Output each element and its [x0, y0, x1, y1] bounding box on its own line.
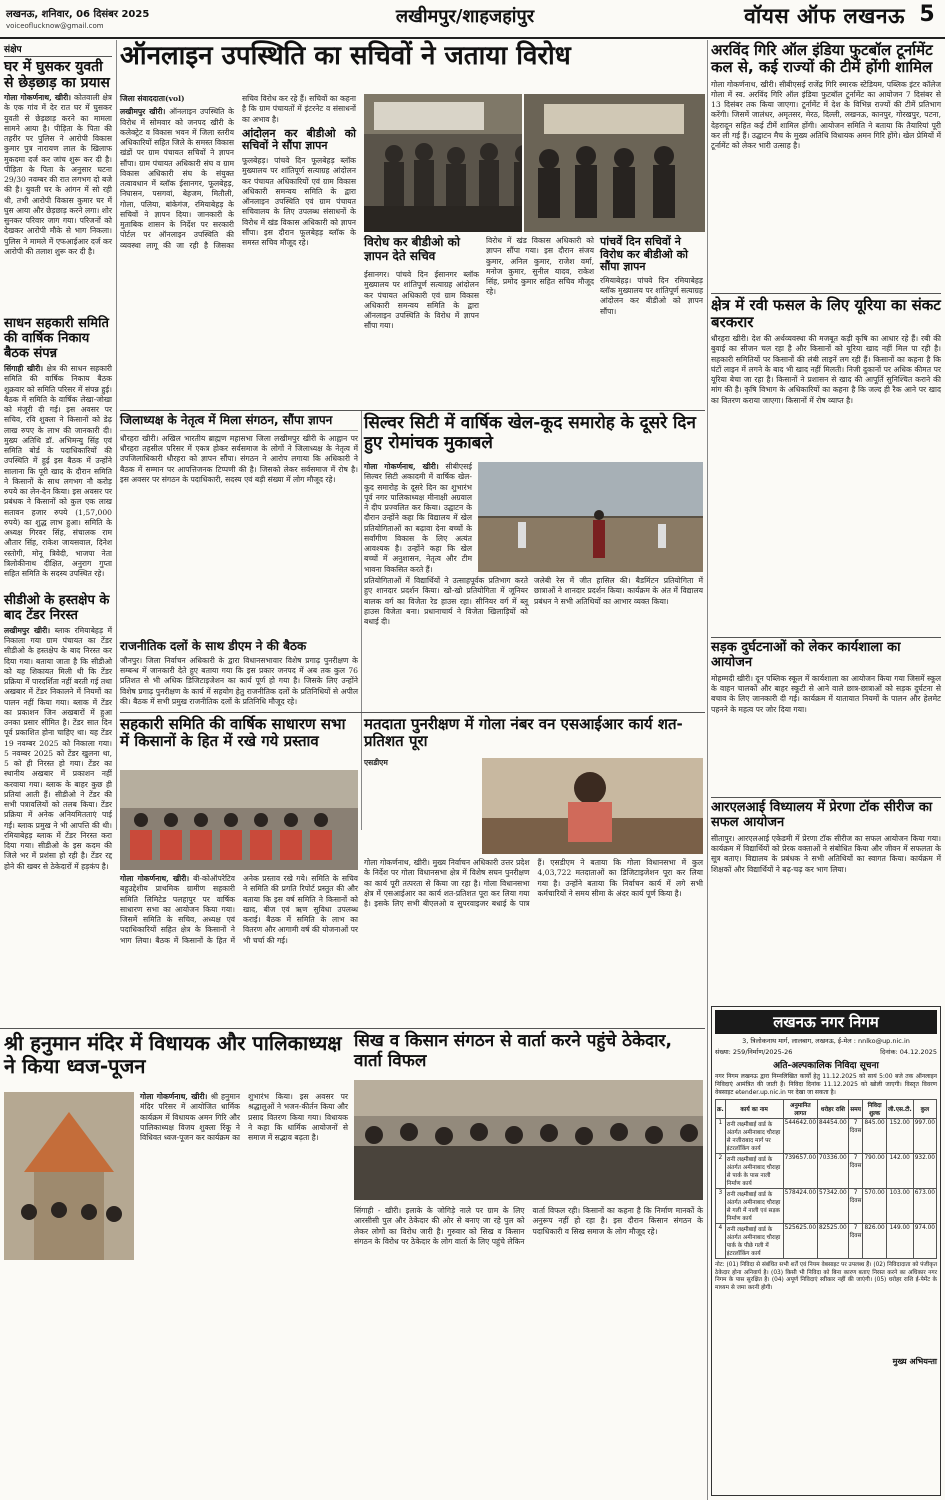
tender-cell: 932.00	[913, 1154, 936, 1189]
tender-notice	[711, 1006, 941, 1496]
cooperative-photo-block	[120, 770, 358, 1020]
tender-cell: 149.00	[886, 1224, 913, 1259]
subhead: पांचवें दिन सचिवों ने विरोध कर बीडीओ को सौंपा ज्ञापन	[600, 235, 688, 274]
notice-ref: संख्या: 259/निर्माण/2025-26	[715, 1048, 793, 1056]
tender-col-header: धरोहर राशि	[818, 1100, 849, 1119]
story-text: फूलबेहड़। पांचवे दिन फूलबेहड़ ब्लॉक मुख्यालय पर शांतिपूर्ण सत्याग्रह आंदोलन कर पंचायत अधिकारियों एवं ग्राम विकास अधिकारी समन्वय समिति के द्वारा ऑनलाइन उपस्थिति एवं ग्राम पंचायत सचिवालय के लिए उपलब्ध संसाधनों के विरोध में खंड विकास अधिकारी को ज्ञापन सौंपा। इस दौरान फूलबेहड़ ब्लॉक के समस्त सचिव मौजूद रहे।	[242, 156, 356, 248]
tender-cell: 1	[716, 1119, 726, 1154]
tender-cell: 142.00	[886, 1154, 913, 1189]
tender-cell: 2	[716, 1154, 726, 1189]
story-headline: आरएलआई विध्यालय में प्रेरणा टॉक सीरीज का सफल आयोजन	[711, 799, 933, 830]
tender-cell: 57342.00	[818, 1189, 849, 1224]
story-text: सिंगाही - खीरी। इलाके के जोगिडे़ नाले पर ग्राम के लिए आरसीसी पुल और ठेकेदार की ओर से बनाए जा रहे पुल को लेकर लोगों का विरोध जारी है। गुरुवार को सिख व किसान संगठन के विरोध पर ठेकेदार के लोग वार्ता के लिए पहुंचे लेकिन वार्ता विफल रही। किसानों का कहना है कि निर्माण मानकों के अनुरूप नहीं हो रहा है। इस दौरान किसान संगठन के पदाधिकारी व सिख समाज के लोग मौजूद रहे।	[354, 1206, 703, 1246]
story-text: धौरहरा खीरी। देश की अर्थव्यवस्था की मजबूत कड़ी कृषि का आधार रहे हैं। रबी की बुवाई का सीजन चल रहा है और किसानों को यूरिया खाद नहीं मिल पा रही है। सहकारी समितियों पर किसानों की लंबी लाइनें लग रही हैं। किसानों का कहना है कि घंटों लाइन में लगने के बाद भी खाद नहीं मिलती। निजी दुकानों पर अधिक कीमत पर यूरिया बेचा जा रहा है। किसानों ने प्रशासन से खाद की आपूर्ति सुनिश्चित कराने की मांग की है। कृषि विभाग के अधिकारियों का कहना है कि जल्द ही रैक आने पर खाद का वितरण कराया जाएगा। किसानों में रोष व्याप्त है।	[711, 334, 941, 405]
tender-cell: रानी लक्ष्मीबाई वार्ड के अंतर्गत अमीनाबाद चौराहा से गली में नाली एवं सड़क निर्माण कार्य	[725, 1189, 783, 1224]
right-body	[534, 576, 703, 706]
tender-cell: 570.00	[863, 1189, 886, 1224]
story-headline: सिल्वर सिटी में वार्षिक खेल-कूद समारोह के दूसरे दिन हुए रोमांचक मुकाबले	[364, 413, 696, 453]
sports-story	[364, 414, 703, 710]
voter-photo	[482, 758, 703, 854]
story-text: ईसानगर। पांचवे दिन ईसानगर ब्लॉक मुख्यालय पर शांतिपूर्ण सत्याग्रह आंदोलन कर पंचायत अधिकारी एवं ग्राम विकास अधिकारी समन्वय समिति के द्वारा ऑनलाइन उपस्थिति के विरोध में ज्ञापन सौंपा गया।	[364, 270, 479, 331]
tender-cell: 739657.00	[783, 1154, 817, 1189]
story-headline: घर में घुसकर युवती से छेड़छाड़ का प्रयास	[4, 59, 110, 92]
lead-headline: ऑनलाइन उपस्थिति का सचिवों ने जताया विरोध	[120, 41, 571, 71]
story-text: जलेबी रेस में जीत हासिल की। बैडमिंटन प्रतियोगिता में छात्राओं ने शानदार प्रदर्शन किया। कार्यक्रम के अंत में विद्यालय प्रबंधन ने सभी अतिथियों का आभार व्यक्त किया।	[534, 576, 703, 606]
tender-cell: 544642.00	[783, 1119, 817, 1154]
dateline: लखीमपुर खीरी।	[4, 625, 51, 635]
tender-cell: 84454.00	[818, 1119, 849, 1154]
section-rule	[0, 1028, 705, 1029]
tender-cell: रानी लक्ष्मीबाई वार्ड के अंतर्गत अमीनाबाद चौराहा पार्क के पीछे गली में इंटरलॉकिंग कार्य	[725, 1224, 783, 1259]
tender-col-header: अनुमानित लागत	[783, 1100, 817, 1119]
tender-row	[716, 1224, 937, 1259]
photo-caption-headline: विरोध कर बीडीओ को ज्ञापन देते सचिव	[364, 235, 460, 263]
story-headline: सिख व किसान संगठन से वार्ता करने पहुंचे ठेकेदार, वार्ता विफल	[354, 1031, 672, 1071]
story-body	[364, 462, 472, 572]
dateline: सिंगाही खीरी।	[4, 364, 44, 373]
mid-body	[364, 576, 528, 706]
subhead: आंदोलन कर बीडीओ को सचिवों ने सौंपा ज्ञापन	[242, 126, 356, 153]
date-line: लखनऊ, शनिवार, 06 दिसंबर 2025	[6, 9, 150, 20]
section-rule	[120, 410, 705, 411]
story-headline: अरविंद गिरि ऑल इंडिया फुटबॉल टूर्नामेंट कल से, कई राज्यों की टीमें होंगी शामिल	[711, 41, 933, 77]
protest-photo-2	[522, 94, 703, 232]
tender-row	[716, 1189, 937, 1224]
tender-cell: 103.00	[886, 1189, 913, 1224]
notice-header	[715, 1010, 937, 1034]
lead-story	[120, 42, 703, 410]
story-text: जौनपुर। जिला निर्वाचन अधिकारी के द्वारा विधानसभावार विशेष प्रगाढ़ पुनरीक्षण के सम्बन्ध में जानकारी देते हुए बताया गया कि इस प्रकार जनपद में अब तक कुल 76 प्रतिशत से भी अधिक डिजिटाइजेशन का कार्य पूर्ण हो गया है। जिसके लिए उन्होंने विशेष प्रगाढ़ पुनरीक्षण के कार्य में सहयोग हेतु राजनीतिक दलों के प्रतिनिधियों से अपील की। बैठक में सभी प्रमुख राजनीतिक दलों के प्रतिनिधि मौजूद रहे।	[120, 655, 358, 706]
tender-cell: 7 दिवस	[848, 1119, 863, 1154]
voter-photo-caption: एसडीएम	[364, 758, 388, 767]
story-body	[140, 1092, 348, 1492]
story-text: धौरहरा खीरी। अखिल भारतीय ब्राह्मण महासभा जिला लखीमपुर खीरी के आह्वान पर धौरहरा तहसील परिसर में एकत्र होकर सर्वसमाज के लोगों ने जिलाध्यक्ष के नेतृत्व में उपजिलाधिकारी धौरहरा को ज्ञापन सौंपा। संगठन ने आरोप लगाया कि अधिकारी ने बैठक में सम्मान पर आपत्तिजनक टिप्पणी की है। जिसको लेकर सर्वसमाज में रोष है। इस अवसर पर संगठन के पदाधिकारी, सदस्य एवं बड़ी संख्या में लोग मौजूद रहे।	[120, 433, 358, 484]
tender-table-header	[716, 1100, 937, 1119]
story-body	[120, 656, 358, 706]
caption-body	[364, 270, 479, 406]
tender-cell: 7 दिवस	[848, 1154, 863, 1189]
dateline: गोला गोकर्णनाथ, खीरी।	[120, 874, 190, 883]
dateline: लखीमपुर खीरी।	[120, 107, 166, 117]
edition-name: लखीमपुर/शाहजहांपुर	[395, 6, 535, 27]
right-body	[486, 236, 594, 406]
story-text: प्रतियोगिताओं में विद्यार्थियों ने उत्साहपूर्वक प्रतिभाग करते हुए शानदार प्रदर्शन किया। खो-खो प्रतियोगिता में जूनियर बालक वर्ग का विजेता रेड हाउस रहा। सीनियर वर्ग में ब्लू हाउस विजेता बना। प्रधानाचार्य ने विजेता खिलाड़ियों को बधाई दी।	[364, 576, 528, 626]
tender-cell: 673.00	[913, 1189, 936, 1224]
political-story	[120, 640, 358, 710]
temple-story	[4, 1032, 348, 1496]
story-text: विरोध में खंड विकास अधिकारी को ज्ञापन सौंपा गया। इस दौरान संजय कुमार, अनिल कुमार, राजेश वर्मा, मनोज कुमार, सुनील यादव, राकेश सिंह, प्रमोद कुमार सहित सचिव मौजूद रहे।	[486, 236, 594, 297]
tender-cell: रानी लक्ष्मीबाई वार्ड के अंतर्गत अमीनाबाद चौराहा से पार्क के पास नाली निर्माण कार्य	[725, 1154, 783, 1189]
story-text: कोतवाली क्षेत्र के एक गांव में देर रात घर में घुसकर युवती से छेड़छाड़ करने का मामला सामने आया है। पीड़िता के पिता की तहरीर पर पुलिस ने आरोपी विकास कुमार पुत्र नारायण लाल के खिलाफ मुकदमा दर्ज कर जांच शुरू कर दी है। पीड़िता के पिता के अनुसार घटना 29/30 नवम्बर की रात लगभग दो बजे की है। युवती घर के आंगन में सो रही थी, तभी आरोपी विकास कुमार घर में घुस आया और छेड़छाड़ करने लगा। शोर सुनकर परिवार जाग गया। परिजनों को देखकर आरोपी मौके से भाग निकला। पुलिस ने मामले में एफआईआर दर्ज कर आरोपी की तलाश शुरू कर दी है।	[4, 93, 113, 256]
tender-cell: 790.00	[863, 1154, 886, 1189]
notice-subtitle: अति-अल्पकालिक निविदा सूचना	[773, 1061, 879, 1071]
tender-cell: 70336.00	[818, 1154, 849, 1189]
sikh-story	[354, 1032, 703, 1496]
story-body	[4, 364, 112, 590]
story-text: बी-कोऑपरेटिव बहुउद्देशीय प्राथमिक ग्रामीण सहकारी समिति लिमिटेड पलहापुर पर वार्षिक साधारण सभा का आयोजन किया गया। जिसमें समिति के सचिव, अध्यक्ष एवं पदाधिकारियों सहित क्षेत्र के किसानों ने भाग लिया। बैठक में किसानों के हित में अनेक प्रस्ताव रखे गये। समिति के सचिव ने समिति की प्रगति रिपोर्ट प्रस्तुत की और बताया कि इस वर्ष समिति ने किसानों को खाद, बीज एवं ऋण सुविधा उपलब्ध कराई। बैठक में समिति के लाभ का वितरण और आगामी वर्ष की योजनाओं पर भी चर्चा की गई।	[120, 874, 358, 945]
column-rule	[361, 410, 362, 830]
page-number: 5	[919, 2, 935, 27]
tender-table	[715, 1099, 937, 1259]
story-headline: क्षेत्र में रवी फसल के लिए यूरिया का संकट बरकरार	[711, 295, 941, 331]
notice-address: 3, त्रिलोकनाथ मार्ग, लालबाग, लखनऊ, ई-मेल : nnlko@up.nic.in	[742, 1037, 910, 1045]
story-text: रमियाबेहड़। पांचवे दिन रमियाबेहड़ ब्लॉक मुख्यालय पर शांतिपूर्ण सत्याग्रह आंदोलन कर बीडीओ को ज्ञापन सौंपा।	[600, 275, 703, 316]
story-headline: सीडीओ के हस्तक्षेप के बाद टेंडर निरस्त	[4, 593, 110, 623]
dateline: गोला गोकर्णनाथ, खीरी।	[364, 462, 439, 471]
tender-cell: 525625.00	[783, 1224, 817, 1259]
story-text: मोहम्मदी खीरी। दून पब्लिक स्कूल में कार्यशाला का आयोजन किया गया जिसमें स्कूल के वाहन चालकों और बाहर स्कूटी से आने वाले छात्र-छात्राओं को सड़क दुर्घटना से बचाव के लिए जानकारी दी गई। कार्यक्रम में यातायात नियमों के पालन और हेलमेट पहनने के महत्व पर जोर दिया गया।	[711, 673, 941, 714]
story-headline: सहकारी समिति की वार्षिक साधारण सभा में किसानों के हित में रखे गये प्रस्ताव	[120, 715, 346, 751]
meeting-story	[120, 414, 358, 640]
sports-photo-image	[478, 462, 703, 572]
story-text: सीबीएसई सिल्वर सिटी अकादमी में वार्षिक खेल-कूद समारोह के दूसरे दिन का शुभारंभ पूर्व नगर पालिकाध्यक्ष मीनाक्षी अग्रवाल ने दीप प्रज्वलित कर किया। उद्घाटन के दौरान उन्होंने कहा कि विद्यालय में खेल प्रतियोगिताओं का बढ़ावा देना बच्चों के सर्वांगीण विकास के लिए अत्यंत आवश्यक है। उन्होंने कहा कि खेल बच्चों में अनुशासन, नेतृत्व और टीम भावना विकसित करते हैं।	[364, 462, 472, 574]
story-body	[354, 1206, 703, 1492]
story-headline: जिलाध्यक्ष के नेतृत्व में मिला संगठन, सौंपा ज्ञापन	[120, 414, 358, 431]
masthead-rule	[0, 37, 945, 39]
story-body	[120, 874, 358, 1016]
protest-photo-2-image	[524, 94, 705, 232]
story-headline: मतदाता पुनरीक्षण में गोला नंबर वन एसआईआर कार्य शत-प्रतिशत पूरा	[364, 715, 683, 751]
tender-col-header: जी.एस.टी.	[886, 1100, 913, 1119]
tender-col-header: समय	[848, 1100, 863, 1119]
tender-row	[716, 1154, 937, 1189]
cooperative-photo	[120, 770, 358, 870]
tender-cell: 7 दिवस	[848, 1189, 863, 1224]
tender-cell: 4	[716, 1224, 726, 1259]
story-body	[711, 674, 941, 794]
dateline: गोला गोकर्णनाथ, खीरी।	[4, 93, 72, 103]
cooperative-photo-image	[120, 770, 358, 870]
column-rule	[116, 40, 117, 830]
tender-cell: 152.00	[886, 1119, 913, 1154]
tender-cell: 826.00	[863, 1224, 886, 1259]
voter-photo-image	[482, 758, 703, 854]
story-headline: श्री हनुमान मंदिर में विधायक और पालिकाध्यक्ष ने किया ध्वज-पूजन	[4, 1031, 342, 1078]
notice-signature: मुख्य अभियन्ता	[892, 1357, 937, 1367]
story-text: क्षेत्र की साधन सहकारी समिति की वार्षिक निकाय बैठक शुक्रवार को समिति परिसर में संपन्न हुई। बैठक में समिति के वार्षिक लेखा-जोखा को मंजूरी दी गई। इस अवसर पर सचिव, रवि शुक्ला ने किसानों को डेढ़ लाख रुपए के लाभ की जानकारी दी। मुख्य अतिथि डॉ. अभिमन्यु सिंह एवं समिति बोर्ड के पदाधिकारियों की उपस्थिति में हुई इस बैठक में उन्होंने सालाना कि पूरी खाद के दौरान समिति ने किसानों के साथ लगभग नौ करोड़ रुपये का लेन-देन किया। इस अवसर पर प्रबंधक ने किसानों को कुल एक लाख सतावन हजार रुपये (1,57,000 रुपये) का शुद्ध लाभ हुआ। समिति के अध्यक्ष गिरवर सिंह, संचालक राम औतार सिंह, राकेश जायसवाल, दिनेश रस्तोगी, मोनू त्रिवेदी, भाजपा नेता त्रिलोकीनाथ दीक्षित, अनुराग गुप्ता सहित समिति के सदस्य उपस्थित रहे।	[4, 364, 113, 578]
masthead	[0, 0, 945, 38]
story-body	[711, 834, 941, 964]
story-text: ब्लाक रमियाबेहड़ में निकाला गया ग्राम पंचायत का टेंडर सीडीओ के हस्तक्षेप के बाद निरस्त कर दिया गया। बताया जाता है कि सीडीओ को यह शिकायत मिली थी कि टेंडर प्रक्रिया में पारदर्शिता नहीं बरती गई तथा अखबार में टेंडर निकालने में नियमों का पालन नहीं किया गया। ब्लाक में टेंडर का प्रकाशन जिन अखबारों में हुआ उनका प्रसार सीमित है। टेंडर सात दिन पूर्व प्रकाशित होना चाहिए था। यह टेंडर 19 नवम्बर 2025 को निकाला गया। 5 नवम्बर 2025 को टेंडर खुलना था, 5 को ही निरस्त हो गया। टेंडर का स्थानीय अखबार में प्रकाशन नहीं करवाया गया। ब्लाक के बाहर कुछ ही प्रतियां आती हैं। सीडीओ ने टेंडर की सभी पत्रावलियों को तलब किया। टेंडर प्रक्रिया में अनेक अनियमितताएं पाई गईं। ब्लाक प्रमुख ने भी आपत्ति की थी। रमियाबेहड़ ब्लाक में टेंडर निरस्त करा दिया गया। सीडीओ के इस कदम की जिले भर में प्रशंसा हो रही है। टेंडर रद्द होने की खबर से ठेकेदारों में हड़कंप है।	[4, 625, 112, 871]
sikh-photo-image	[354, 1080, 703, 1200]
left-column	[4, 42, 113, 871]
story-body	[711, 80, 941, 290]
tender-cell: 997.00	[913, 1119, 936, 1154]
tender-col-header: निविदा शुल्क	[863, 1100, 886, 1119]
tender-col-header: कार्य का नाम	[725, 1100, 783, 1119]
story-text: गोला गोकर्णनाथ, खीरी। मुख्य निर्वाचन अधिकारी उत्तर प्रदेश के निर्देश पर गोला विधानसभा क्षेत्र में विशेष सघन पुनरीक्षण का कार्य पूरी तत्परता से किया जा रहा है। गोला विधानसभा क्षेत्र में एसआईआर का कार्य शत-प्रतिशत पूरा कर लिया गया है। इसके लिए सभी बीएलओ व सुपरवाइजर बधाई के पात्र हैं। एसडीएम ने बताया कि गोला विधानसभा में कुल 4,03,722 मतदाताओं का डिजिटाइजेशन पूरा कर लिया गया है। उन्होंने बताया कि निर्वाचन कार्य में लगे सभी कर्मचारियों ने समय सीमा के अंदर कार्य पूर्ण किया है।	[364, 858, 703, 908]
story-headline: सड़क दुर्घटनाओं को लेकर कार्यशाला का आयोजन	[711, 640, 901, 670]
right-sub	[600, 236, 703, 406]
story-headline: साधन सहकारी समिति की वार्षिक निकाय बैठक संपन्न	[4, 316, 109, 362]
story-body	[711, 334, 941, 634]
temple-photo	[4, 1092, 134, 1260]
section-tag: संक्षेप	[4, 42, 112, 57]
section-rule	[120, 712, 705, 713]
temple-photo-image	[4, 1092, 134, 1260]
tender-cell: 578424.00	[783, 1189, 817, 1224]
story-body	[4, 625, 112, 871]
dateline: गोला गोकर्णनाथ, खीरी।	[140, 1092, 208, 1101]
column-rule	[707, 40, 708, 1500]
story-body	[4, 93, 112, 313]
sports-photo	[478, 462, 703, 572]
byline: जिला संवाददाता(vol)	[120, 94, 185, 103]
notice-ref-row	[715, 1047, 937, 1056]
tender-row	[716, 1119, 937, 1154]
tender-cell: 7 दिवस	[848, 1224, 863, 1259]
brand-logo: वॉयस ऑफ लखनऊ	[744, 4, 905, 28]
right-column	[711, 42, 941, 1000]
story-text: श्री हनुमान मंदिर परिसर में आयोजित धार्मिक कार्यक्रम में विधायक अमन गिरि और पालिकाध्यक्ष विजय शुक्ला रिंकू ने विधिवत ध्वज-पूजन कर कार्यक्रम का शुभारंभ किया। इस अवसर पर श्रद्धालुओं ने भजन-कीर्तन किया और प्रसाद वितरण किया गया। विधायक ने कहा कि धार्मिक आयोजनों से समाज में सद्भाव बढ़ता है।	[140, 1092, 348, 1142]
tender-table-body	[716, 1119, 937, 1259]
tender-cell: 974.00	[913, 1224, 936, 1259]
tender-cell: रानी लक्ष्मीबाई वार्ड के अंतर्गत अमीनाबाद चौराहा से नजीराबाद मार्ग पर इंटरलॉकिंग कार्य	[725, 1119, 783, 1154]
subhead-body	[600, 276, 703, 317]
notice-date: दिनांक: 04.12.2025	[880, 1048, 937, 1056]
story-headline: राजनीतिक दलों के साथ डीएम ने की बैठक	[120, 639, 307, 653]
story-text: गोला गोकर्णनाथ, खीरी। सीबीएसई राजेंद्र गिरि स्मारक स्टेडियम, पब्लिक इंटर कॉलेज गोला में स्व. अरविंद गिरि ऑल इंडिया फुटबॉल टूर्नामेंट का आयोजन 7 दिसंबर से 13 दिसंबर तक किया जाएगा। टूर्नामेंट में देश के विभिन्न राज्यों की टीमें प्रतिभाग करेंगी। जिसमें जालंधर, अमृतसर, मेरठ, दिल्ली, लखनऊ, कानपुर, गोरखपुर, पटना, देहरादून सहित कई टीमें शामिल होंगी। आयोजन समिति ने बताया कि तैयारियां पूरी कर ली गई हैं। उद्घाटन मैच के मुख्य अतिथि विधायक अमन गिरि होंगे। खेल प्रेमियों में टूर्नामेंट को लेकर भारी उत्साह है।	[711, 79, 941, 150]
email-handle: voiceoflucknow@gmail.com	[6, 22, 104, 30]
tender-cell: 3	[716, 1189, 726, 1224]
story-text: ऑनलाइन उपस्थिति के विरोध में सोमवार को जनपद खीरी के कलेक्ट्रेट व विकास भवन में जिला स्तरीय अधिकारियों सहित जिले के समस्त विकास खंडों पर ग्राम पंचायत सचिवों ने ज्ञापन सौंपा। ग्राम पंचायत अधिकारी संघ व ग्राम विकास अधिकारी संघ के संयुक्त तत्वावधान में ब्लॉक ईसानगर, फूलबेहड़, निघासन, पसगवां, बेहजम, मितौली, गोला, पलिया, बांकेगंज, रमियाबेहड़ के सचिवों ने ज्ञापन दिया। जानकारी के मुताबिक शासन के निर्देश पर सरकारी पोर्टल पर ऑनलाइन उपस्थिति की व्यवस्था लागू की जा रही है जिसका सचिव विरोध कर रहे हैं। सचिवों का कहना है कि ग्राम पंचायतों में इंटरनेट व संसाधनों का अभाव है।	[120, 94, 356, 250]
sikh-photo	[354, 1080, 703, 1200]
voter-story	[364, 716, 703, 1028]
story-body	[364, 858, 703, 1024]
notice-terms: नोट: (01) निविदा से संबंधित सभी शर्तें एवं नियम वेबसाइट पर उपलब्ध हैं। (02) निविदादाता को पंजीकृत ठेकेदार होना अनिवार्य है। (03) किसी भी निविदा को बिना कारण बताए निरस्त करने का अधिकार नगर निगम के पास सुरक्षित है। (04) अपूर्ण निविदाएं स्वीकार नहीं की जाएंगी। (05) धरोहर राशि ई-पेमेंट के माध्यम से जमा करनी होगी।	[715, 1262, 937, 1291]
notice-intro: नगर निगम लखनऊ द्वारा निम्नलिखित कार्यों हेतु 11.12.2025 को सायं 5:00 बजे तक ऑनलाइन निविदाएं आमंत्रित की जाती हैं। निविदा दिनांक 11.12.2025 को खोली जाएगी। विस्तृत विवरण वेबसाइट etender.up.nic.in पर देखा जा सकता है।	[715, 1073, 937, 1096]
tender-cell: 82525.00	[818, 1224, 849, 1259]
tender-cell: 845.00	[863, 1119, 886, 1154]
notice-title: लखनऊ नगर निगम	[773, 1013, 879, 1031]
story-text: सीतापुर। आरएलआई एकेडमी में प्रेरणा टॉक सीरीज का सफल आयोजन किया गया। कार्यक्रम में विद्यार्थियों को प्रेरक वक्ताओं ने संबोधित किया और जीवन में सफलता के सूत्र बताए। विद्यालय के प्रबंधक ने सभी अतिथियों का स्वागत किया। कार्यक्रम में शिक्षकों और विद्यार्थियों ने बढ़-चढ़ कर भाग लिया।	[711, 833, 941, 874]
tender-col-header: कुल	[913, 1100, 936, 1119]
tender-col-header: क्र.	[716, 1100, 726, 1119]
story-body	[120, 434, 358, 634]
lead-body	[120, 94, 356, 406]
